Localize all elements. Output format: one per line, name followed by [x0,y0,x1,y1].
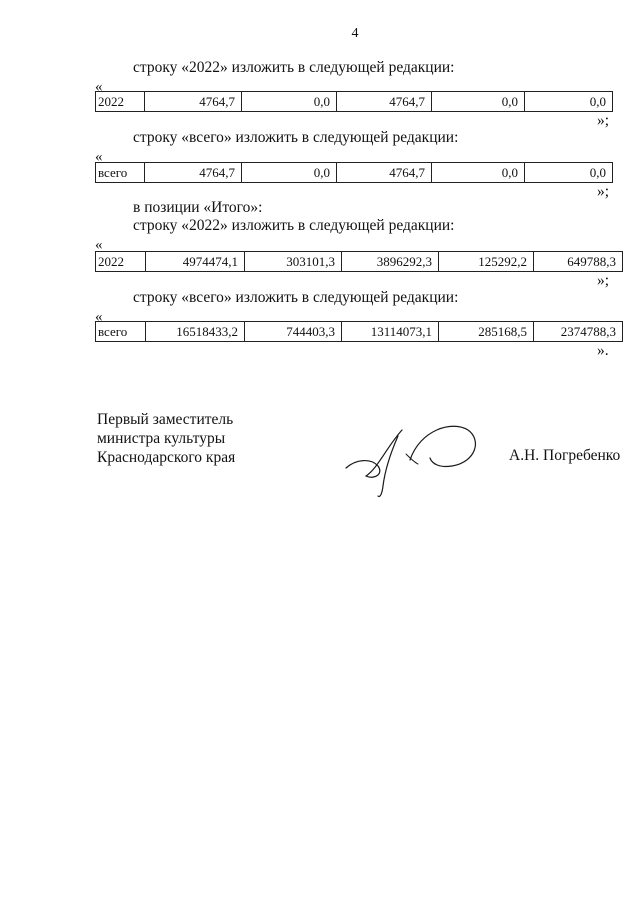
open-quote: « [95,309,103,325]
table-row [96,322,623,342]
position-line: Первый заместитель [97,411,234,428]
open-quote: « [95,149,103,165]
close-mark: ». [597,342,609,359]
table-cell: 744403,3 [245,322,342,342]
instruction-text: строку «всего» изложить в следующей редакции: [133,129,459,146]
position-line: Краснодарского края [97,449,236,466]
close-mark: »; [597,183,610,200]
signatory-name: А.Н. Погребенко [509,447,621,464]
position-line: министра культуры [97,430,226,447]
table-cell: 0,0 [525,163,613,183]
instruction-text: строку «всего» изложить в следующей редакции: [133,289,459,306]
table-cell: 16518433,2 [146,322,245,342]
table-cell: 0,0 [242,92,337,112]
table-cell: 285168,5 [439,322,534,342]
table-cell: 13114073,1 [342,322,439,342]
table-cell: 3896292,3 [342,252,439,272]
data-row-table [95,321,623,342]
table-cell: 0,0 [242,163,337,183]
table-cell: 2374788,3 [534,322,623,342]
open-quote: « [95,79,103,95]
table-row [96,252,623,272]
handwritten-signature [340,418,490,500]
table-cell: 2022 [96,252,146,272]
table-cell: 303101,3 [245,252,342,272]
table-row [96,92,613,112]
table-cell: 649788,3 [534,252,623,272]
instruction-text: строку «2022» изложить в следующей редакции: [133,59,455,76]
table-cell: 4974474,1 [146,252,245,272]
table-cell: всего [96,163,145,183]
table-cell: 0,0 [432,92,525,112]
data-row-table [95,251,623,272]
table-cell: 4764,7 [337,92,432,112]
table-cell: 2022 [96,92,145,112]
data-row-table [95,91,613,112]
table-cell: всего [96,322,146,342]
instruction-text: в позиции «Итого»: [133,199,263,216]
table-cell: 4764,7 [337,163,432,183]
data-row-table [95,162,613,183]
table-cell: 4764,7 [145,163,242,183]
table-cell: 0,0 [432,163,525,183]
table-cell: 4764,7 [145,92,242,112]
table-cell: 125292,2 [439,252,534,272]
signatory-position [97,410,235,467]
open-quote: « [95,237,103,253]
table-row [96,163,613,183]
page-number: 4 [351,26,359,41]
close-mark: »; [597,272,610,289]
instruction-text: строку «2022» изложить в следующей редакции: [133,217,455,234]
table-cell: 0,0 [525,92,613,112]
close-mark: »; [597,112,610,129]
